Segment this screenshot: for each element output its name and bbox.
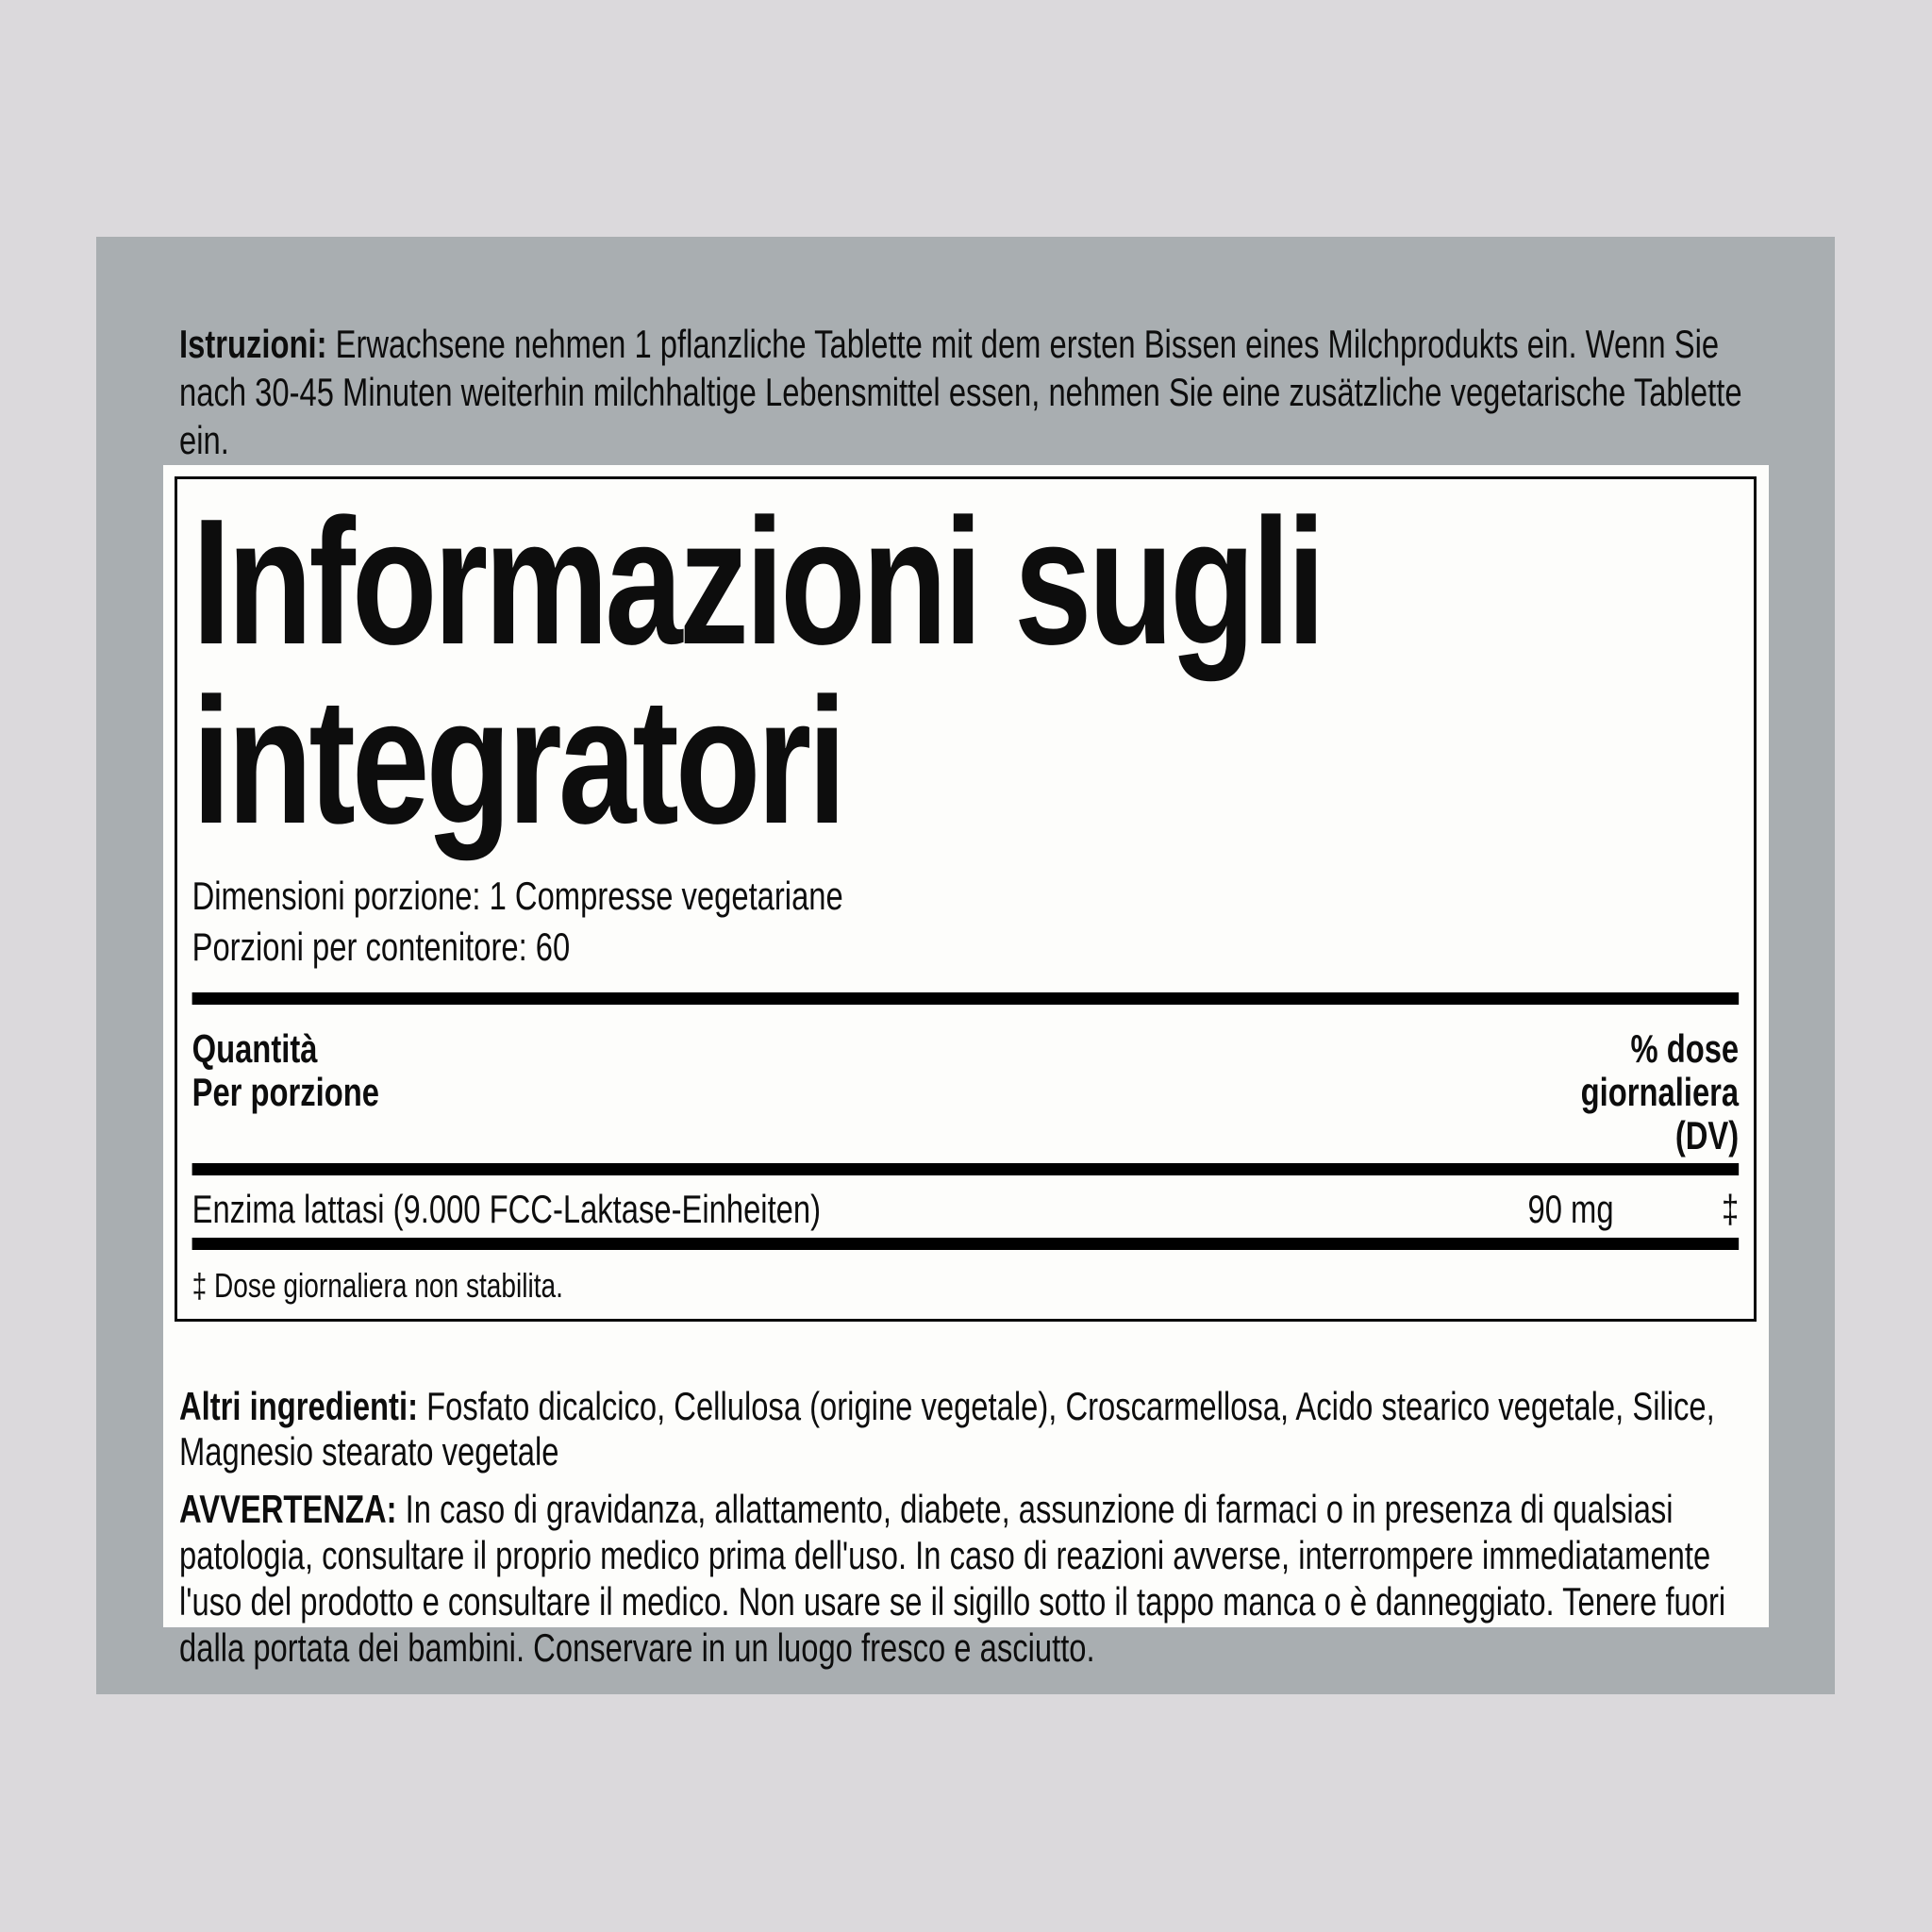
header-dv-line-2: giornaliera	[1580, 1070, 1740, 1114]
thick-rule-top	[192, 992, 1740, 1005]
directions-label: Istruzioni:	[179, 322, 327, 366]
header-quantity: Quantità	[192, 1026, 318, 1071]
warning-paragraph	[179, 1486, 1753, 1671]
other-ingredients-label: Altri ingredienti:	[179, 1384, 418, 1428]
table-header-dv	[1581, 1027, 1740, 1158]
ingredient-name: Enzima lattasi (9.000 FCC-Laktase-Einheiten)	[192, 1187, 822, 1231]
supplement-facts-content	[177, 479, 1754, 1307]
supplement-facts-box	[175, 476, 1757, 1322]
ingredient-daily-value: ‡	[1721, 1187, 1740, 1231]
thick-rule-bottom	[192, 1238, 1740, 1250]
header-per-serving: Per porzione	[192, 1070, 380, 1114]
table-row	[192, 1185, 1740, 1234]
servings-per-container: Porzioni per contenitore: 60	[192, 924, 571, 969]
warning-label: AVVERTENZA:	[179, 1487, 397, 1531]
directions-paragraph	[179, 320, 1756, 464]
table-header-amount	[192, 1027, 379, 1114]
title-line-2: integratori	[192, 661, 843, 861]
label-photo-panel	[96, 237, 1835, 1694]
other-ingredients-paragraph	[179, 1384, 1753, 1474]
supplement-facts-title	[192, 479, 1740, 861]
other-ingredients-text: Fosfato dicalcico, Cellulosa (origine vegetale), Croscarmellosa, Acido stearico vegetale, Silice, Magnesio stearato vegetale	[179, 1384, 1715, 1474]
title-line-1: Informazioni sugli	[192, 482, 1323, 682]
directions-text: Erwachsene nehmen 1 pflanzliche Tablette mit dem ersten Bissen eines Milchprodukts ein. Wenn Sie nach 30-45 Minuten weiterhin milchhaltige Lebensmittel essen, nehmen Sie eine zusätzliche vegetarische Tablette ein.	[179, 322, 1742, 462]
thick-rule-header	[192, 1163, 1740, 1175]
dv-footnote: ‡ Dose giornaliera non stabilita.	[192, 1266, 563, 1305]
warning-text: In caso di gravidanza, allattamento, diabete, assunzione di farmaci o in presenza di qualsiasi patologia, consultare il proprio medico prima dell'uso. In caso di reazioni avverse, interrompere immediatamente l'uso del prodotto e consultare il medico. Non usare se il sigillo sotto il tappo manca o è danneggiato. Tenere fuori dalla portata dei bambini. Conservare in un luogo fresco e asciutto.	[179, 1487, 1726, 1670]
serving-size: Dimensioni porzione: 1 Compresse vegetariane	[192, 874, 843, 918]
header-dv-line-3: (DV)	[1674, 1113, 1740, 1158]
ingredient-amount: 90 mg	[1527, 1187, 1614, 1231]
table-header-row	[192, 1027, 1740, 1158]
header-dv-line-1: % dose	[1630, 1026, 1740, 1071]
supplement-label	[163, 465, 1769, 1670]
